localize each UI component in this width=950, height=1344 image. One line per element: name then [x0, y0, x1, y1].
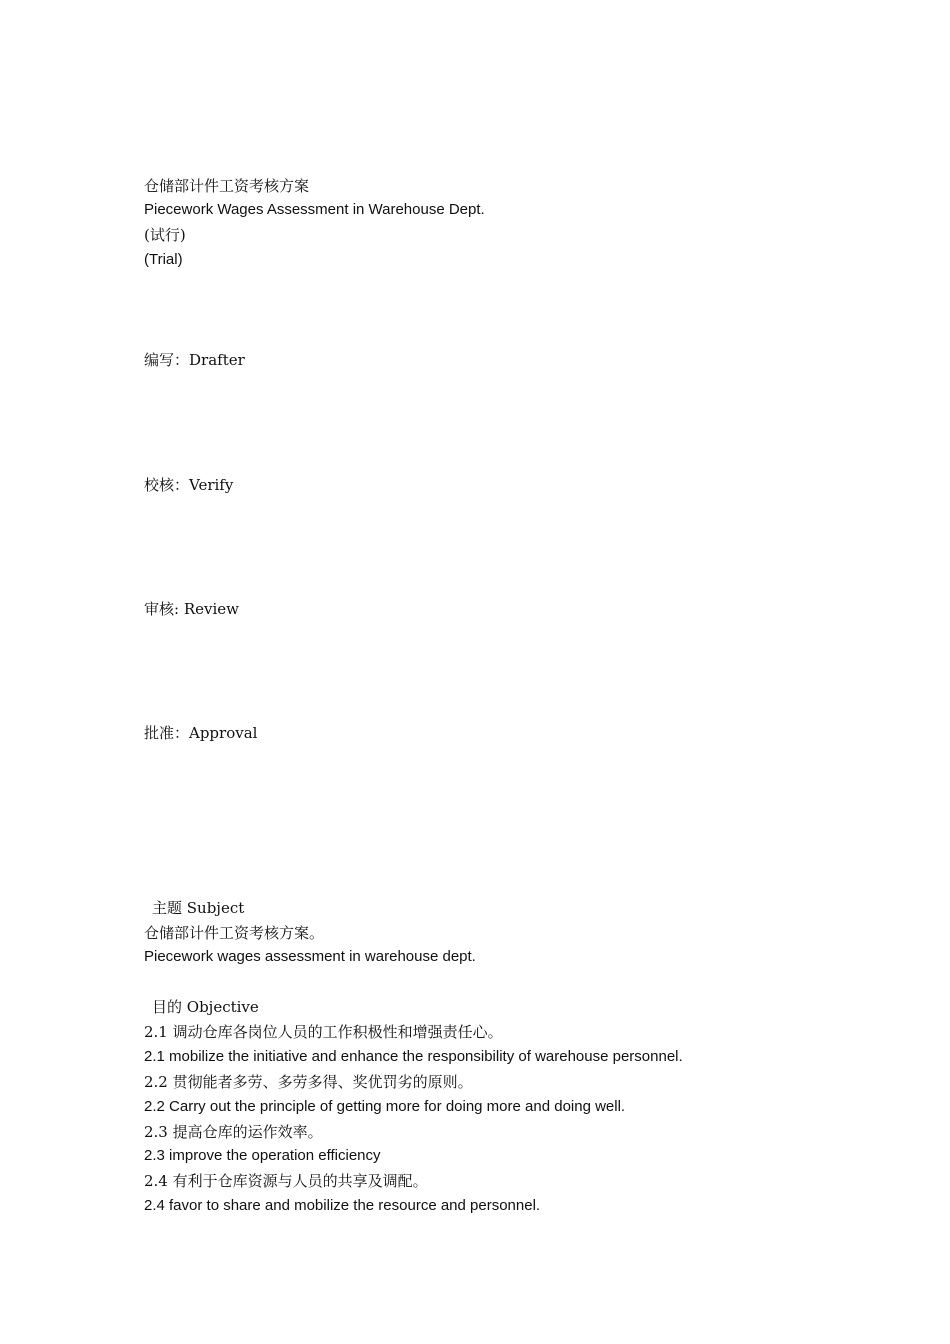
- trial-english: (Trial): [144, 251, 183, 268]
- objective-item: 2.1 调动仓库各岗位人员的工作积极性和增强责任心。: [144, 1023, 503, 1041]
- objective-item: 2.3 提高仓库的运作效率。: [144, 1123, 323, 1141]
- trial-chinese: (试行): [144, 226, 186, 244]
- title-english: Piecework Wages Assessment in Warehouse Dept.: [144, 201, 485, 218]
- section-subject-heading: 主题 Subject: [152, 899, 245, 917]
- verify-field: 校核：Verify: [144, 476, 234, 494]
- section-objective-heading: 目的 Objective: [152, 998, 259, 1016]
- title-chinese: 仓储部计件工资考核方案: [144, 177, 310, 195]
- objective-item: 2.3 improve the operation efficiency: [144, 1147, 381, 1164]
- subject-text-english: Piecework wages assessment in warehouse dept.: [144, 948, 476, 965]
- approval-field: 批准：Approval: [144, 724, 258, 742]
- drafter-field: 编写：Drafter: [144, 351, 245, 369]
- review-field: 审核: Review: [144, 600, 239, 618]
- subject-text-chinese: 仓储部计件工资考核方案。: [144, 924, 325, 942]
- objective-item: 2.2 Carry out the principle of getting more for doing more and doing well.: [144, 1098, 626, 1115]
- objective-item: 2.4 有利于仓库资源与人员的共享及调配。: [144, 1172, 428, 1190]
- objective-item: 2.4 favor to share and mobilize the resource and personnel.: [144, 1197, 541, 1214]
- objective-item: 2.1 mobilize the initiative and enhance the responsibility of warehouse personnel.: [144, 1048, 683, 1065]
- objective-item: 2.2 贯彻能者多劳、多劳多得、奖优罚劣的原则。: [144, 1073, 473, 1091]
